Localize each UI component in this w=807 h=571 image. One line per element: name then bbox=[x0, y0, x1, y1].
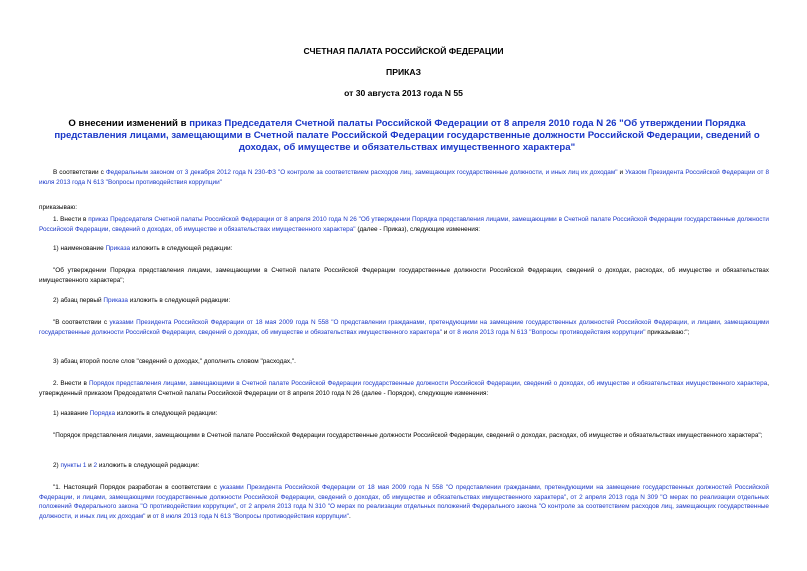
text-fragment: и bbox=[441, 328, 450, 336]
paragraph-point-1-text bbox=[39, 483, 769, 521]
procedure-link[interactable]: Порядок представления лицами, замещающими в Счетной палате Российской Федерации государственные должности Российской Федерации, сведений о доходах, об имуществе и обязательствах имущественного характера bbox=[88, 380, 768, 387]
title-order-link[interactable]: приказ Председателя Счетной палаты Российской Федерации от 8 апреля 2010 года N 26 "Об утверждении Порядка представления лицами, замещающими в Счетной палате Российской Федерации государственные должности Российской Федерации, сведений о доходах, об имуществе и обязательствах имущественного характера" bbox=[54, 118, 760, 153]
text-fragment: приказываю:"; bbox=[645, 328, 690, 336]
text-fragment: изложить в следующей редакции: bbox=[115, 410, 218, 417]
text-fragment: изложить в следующей редакции: bbox=[130, 245, 233, 252]
point-1-link[interactable]: пункты 1 bbox=[60, 462, 87, 469]
text-fragment: В соответствии с bbox=[53, 169, 106, 176]
date-number-heading: от 30 августа 2013 года N 55 bbox=[344, 88, 463, 98]
text-fragment: (далее - Приказ), следующие изменения: bbox=[355, 225, 481, 233]
text-fragment: 2) bbox=[53, 462, 61, 469]
paragraph-subitem-2 bbox=[39, 296, 769, 306]
text-fragment: "В соответствии с bbox=[53, 319, 110, 326]
paragraph-order-word: приказываю: bbox=[39, 204, 77, 211]
procedure-short-link[interactable]: Порядка bbox=[89, 410, 116, 417]
text-fragment: , bbox=[566, 493, 571, 501]
paragraph-subitem-3: 3) абзац второй после слов "сведений о доходах," дополнить словом "расходах,". bbox=[53, 358, 296, 365]
point-2-link[interactable]: 2 bbox=[93, 462, 98, 469]
document-type-heading: ПРИКАЗ bbox=[386, 67, 421, 77]
organization-heading: СЧЕТНАЯ ПАЛАТА РОССИЙСКОЙ ФЕДЕРАЦИИ bbox=[303, 46, 504, 56]
title-prefix: О внесении изменений в bbox=[68, 118, 190, 129]
text-fragment: и bbox=[617, 169, 626, 176]
decree-309-link[interactable]: от 2 апреля 2013 года N 309 "О мерах по реализации отдельных положений Федерального закона "О противодействии коррупции" bbox=[39, 493, 770, 511]
paragraph-subitem-1 bbox=[39, 244, 769, 254]
text-fragment: изложить в следующей редакции: bbox=[97, 462, 200, 469]
order-link[interactable]: Приказа bbox=[105, 245, 131, 252]
decree-310-link[interactable]: от 2 апреля 2013 года N 310 "О мерах по реализации отдельных положений Федерального закона "О контроле за соответствием расходов лиц, замещающих государственные должности, и иных лиц их доходам" bbox=[39, 503, 769, 520]
text-fragment: 2. Внести в bbox=[53, 380, 89, 387]
text-fragment: 1) наименование bbox=[53, 245, 106, 252]
decree-613-link[interactable]: от 8 июля 2013 года N 613 "Вопросы противодействия коррупции" bbox=[449, 328, 646, 336]
text-fragment: 1. Внести в bbox=[53, 216, 89, 223]
text-fragment: 1) название bbox=[53, 410, 90, 417]
paragraph-new-procedure-name: "Порядок представления лицами, замещающими в Счетной палате Российской Федерации государственные должности Российской Федерации, сведений о доходах, расходах, об имуществе и обязательствах имущественного характера"; bbox=[53, 432, 763, 439]
paragraph-new-name: "Об утверждении Порядка представления лицами, замещающими в Счетной палате Российской Федерации государственные должности Российской Федерации, сведений о доходах, расходах, об имуществе и обязательствах имущественного характера"; bbox=[39, 267, 769, 284]
order-link[interactable]: Приказа bbox=[103, 297, 128, 304]
paragraph-procedure-name bbox=[39, 409, 769, 419]
paragraph-item-1 bbox=[39, 215, 769, 234]
decrees-558-link[interactable]: указами Президента Российской Федерации от 18 мая 2009 года N 558 "О представлении гражданами, претендующими на замещение государственных должностей Российской Федерации, и лицами, замещающими государственные должности Российской Федерации, сведений о доходах, об имуществе и обязательствах имущественного характера" bbox=[39, 484, 769, 501]
order-26-link[interactable]: приказ Председателя Счетной палаты Российской Федерации от 8 апреля 2010 года N 26 "Об утверждении Порядка представления лицами, замещающими в Счетной палате Российской Федерации государственные должности Российской Федерации, сведений о доходах, об имуществе и обязательствах имущественного характера" bbox=[39, 216, 769, 233]
paragraph-item-2 bbox=[39, 379, 769, 398]
text-fragment: , утвержденный приказом Председателя Счетной палаты Российской Федерации от 8 апреля 2010 года N 26 (далее - Порядок), следующие изменения: bbox=[39, 380, 769, 397]
paragraph-points-1-2 bbox=[39, 461, 769, 471]
paragraph-new-first-clause bbox=[39, 318, 769, 337]
decrees-558-link[interactable]: указами Президента Российской Федерации от 18 мая 2009 года N 558 "О представлении гражданами, претендующими на замещение государственных должностей Российской Федерации, и лицами, замещающими государственные должности Российской Федерации, сведений о доходах, об имуществе и обязательствах имущественного характера" bbox=[39, 319, 769, 336]
text-fragment: и bbox=[86, 462, 94, 469]
decree-613-link[interactable]: от 8 июля 2013 года N 613 "Вопросы противодействия коррупции" bbox=[152, 512, 349, 520]
text-fragment: , bbox=[236, 503, 240, 511]
presidential-decree-link[interactable]: Указом Президента Российской Федерации от 8 июля 2013 года N 613 "Вопросы противодействия коррупции" bbox=[39, 169, 770, 186]
text-fragment: и bbox=[145, 512, 153, 520]
text-fragment: 2) абзац первый bbox=[53, 297, 104, 304]
text-fragment: "1. Настоящий Порядок разработан в соответствии с bbox=[53, 484, 220, 491]
text-fragment: изложить в следующей редакции: bbox=[127, 297, 231, 304]
text-fragment: . bbox=[348, 512, 351, 520]
document-title bbox=[54, 118, 760, 154]
federal-law-link[interactable]: Федеральным законом от 3 декабря 2012 года N 230-ФЗ "О контроле за соответствием расходов лиц, замещающих государственные должности, и иных лиц их доходам" bbox=[105, 169, 618, 176]
paragraph-basis bbox=[39, 168, 769, 187]
